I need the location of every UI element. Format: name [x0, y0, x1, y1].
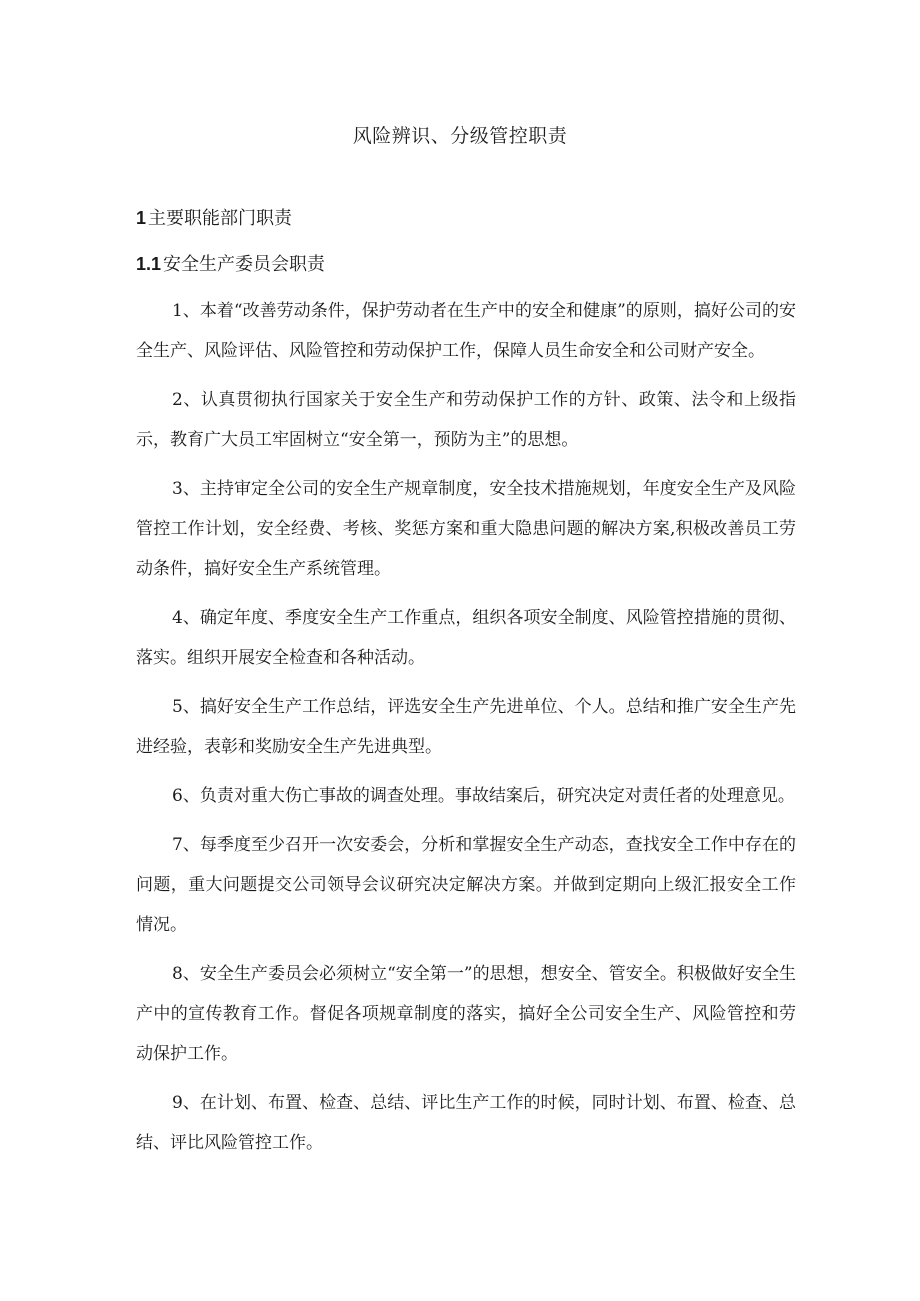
list-item: 4、确定年度、季度安全生产工作重点，组织各项安全制度、风险管控措施的贯彻、落实。组织开展安全检查和各种活动。 — [136, 608, 796, 668]
responsibility-list — [136, 291, 796, 1172]
list-item: 8、安全生产委员会必须树立“安全第一”的思想，想安全、管安全。积极做好安全生产中的宣传教育工作。督促各项规章制度的落实，搞好全公司安全生产、风险管控和劳动保护工作。 — [136, 964, 796, 1064]
document-title: 风险辨识、分级管控职责 — [352, 125, 568, 147]
subsection-number: 1.1 — [136, 254, 162, 274]
section-title: 主要职能部门职责 — [148, 208, 293, 229]
section-heading-1-1 — [136, 250, 325, 279]
list-item: 2、认真贯彻执行国家关于安全生产和劳动保护工作的方针、政策、法令和上级指示，教育广大员工牢固树立“安全第一，预防为主”的思想。 — [136, 390, 796, 450]
list-item: 9、在计划、布置、检查、总结、评比生产工作的时候，同时计划、布置、检查、总结、评比风险管控工作。 — [136, 1093, 796, 1153]
list-item: 3、主持审定全公司的安全生产规章制度，安全技术措施规划，年度安全生产及风险管控工作计划，安全经费、考核、奖惩方案和重大隐患问题的解决方案,积极改善员工劳动条件，搞好安全生产系统管理。 — [136, 479, 796, 579]
list-item: 7、每季度至少召开一次安委会，分析和掌握安全生产动态，查找安全工作中存在的问题，重大问题提交公司领导会议研究决定解决方案。并做到定期向上级汇报安全工作情况。 — [136, 835, 796, 935]
list-item: 5、搞好安全生产工作总结，评选安全生产先进单位、个人。总结和推广安全生产先进经验，表彰和奖励安全生产先进典型。 — [136, 697, 796, 757]
section-heading-1 — [136, 204, 292, 233]
list-item: 1、本着“改善劳动条件，保护劳动者在生产中的安全和健康”的原则，搞好公司的安全生产、风险评估、风险管控和劳动保护工作，保障人员生命安全和公司财产安全。 — [136, 301, 796, 361]
subsection-title: 安全生产委员会职责 — [163, 254, 326, 275]
list-item: 6、负责对重大伤亡事故的调查处理。事故结案后，研究决定对责任者的处理意见。 — [172, 786, 795, 806]
section-number: 1 — [136, 208, 147, 228]
